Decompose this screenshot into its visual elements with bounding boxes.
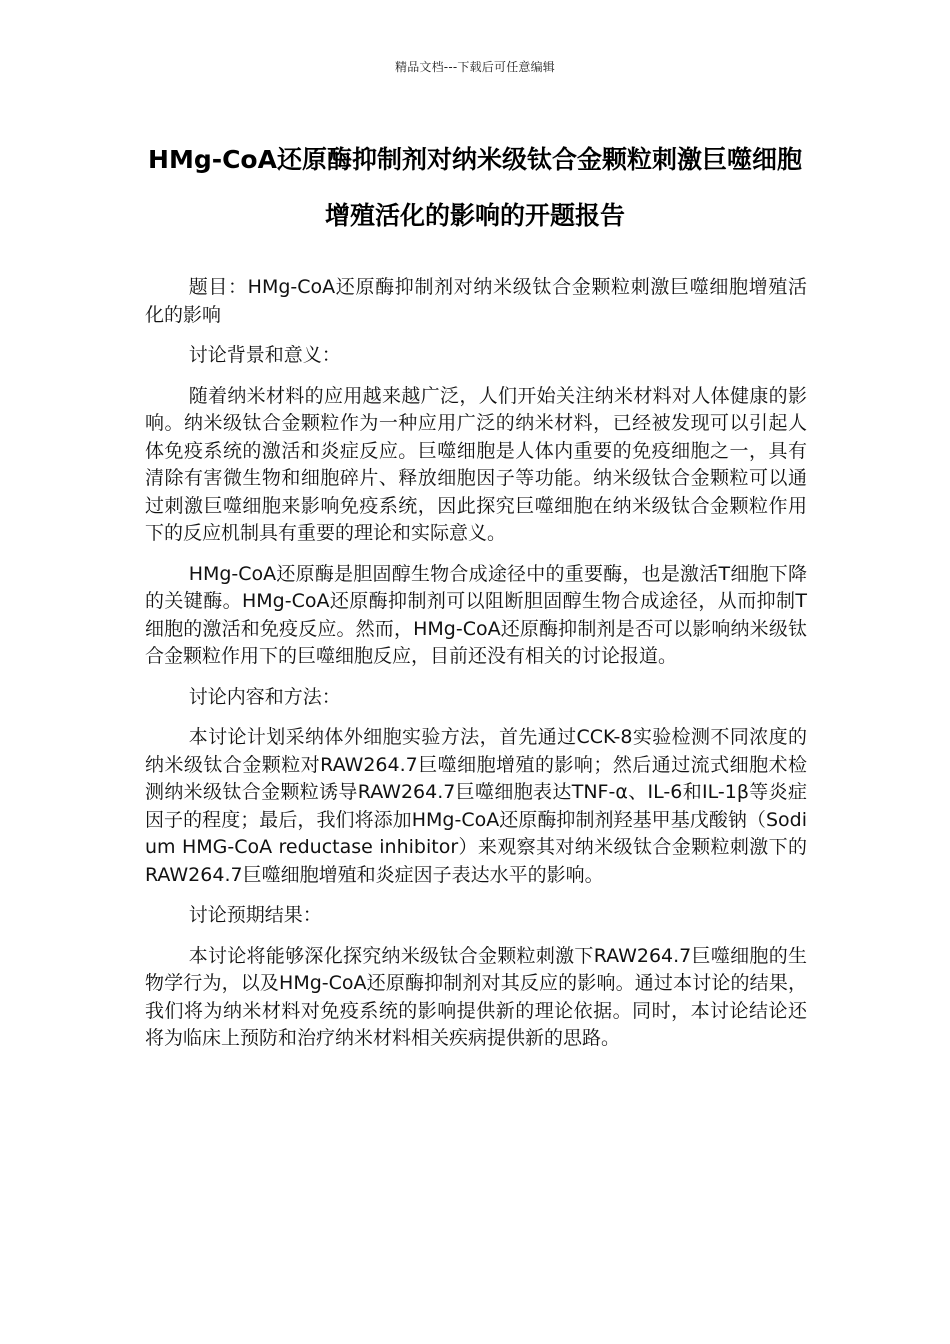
header-note: 精品文档---下载后可任意编辑 <box>395 60 555 74</box>
document-title: HMg-CoA还原酶抑制剂对纳米级钛合金颗粒刺激巨噬细胞增殖活化的影响的开题报告 <box>148 145 802 230</box>
paragraph-hmg-coa: HMg-CoA还原酶是胆固醇生物合成途径中的重要酶，也是激活T细胞下降的关键酶。HMg-CoA还原酶抑制剂可以阻断胆固醇生物合成途径，从而抑制T细胞的激活和免疫反应。然而，HMg-CoA还原酶抑制剂是否可以影响纳米级钛合金颗粒作用下的巨噬细胞反应，目前还没有相关的讨论报道。 <box>145 562 807 667</box>
heading-background: 讨论背景和意义： <box>188 344 341 366</box>
paragraph-expected-results: 本讨论将能够深化探究纳米级钛合金颗粒刺激下RAW264.7巨噬细胞的生物学行为，以及HMg-CoA还原酶抑制剂对其反应的影响。通过本讨论的结果，我们将为纳米材料对免疫系统的影响提供新的理论依据。同时，本讨论结论还将为临床上预防和治疗纳米材料相关疾病提供新的思路。 <box>145 944 807 1049</box>
paragraph-methods: 本讨论计划采纳体外细胞实验方法，首先通过CCK-8实验检测不同浓度的纳米级钛合金颗粒对RAW264.7巨噬细胞增殖的影响；然后通过流式细胞术检测纳米级钛合金颗粒诱导RAW264.7巨噬细胞表达TNF-α、IL-6和IL-1β等炎症因子的程度；最后，我们将添加HMg-CoA还原酶抑制剂羟基甲基戊酸钠（Sodium HMG-CoA reductase inhibitor）来观察其对纳米级钛合金颗粒刺激下的RAW264.7巨噬细胞增殖和炎症因子表达水平的影响。 <box>145 726 807 886</box>
paragraph-topic: 题目：HMg-CoA还原酶抑制剂对纳米级钛合金颗粒刺激巨噬细胞增殖活化的影响 <box>145 276 807 326</box>
heading-methods: 讨论内容和方法： <box>188 685 341 708</box>
paragraph-background: 随着纳米材料的应用越来越广泛，人们开始关注纳米材料对人体健康的影响。纳米级钛合金颗粒作为一种应用广泛的纳米材料，已经被发现可以引起人体免疫系统的激活和炎症反应。巨噬细胞是人体内重要的免疫细胞之一，具有清除有害微生物和细胞碎片、释放细胞因子等功能。纳米级钛合金颗粒可以通过刺激巨噬细胞来影响免疫系统，因此探究巨噬细胞在纳米级钛合金颗粒作用下的反应机制具有重要的理论和实际意义。 <box>145 384 807 544</box>
document-body <box>145 274 807 1066</box>
heading-expected-results: 讨论预期结果： <box>188 904 322 926</box>
